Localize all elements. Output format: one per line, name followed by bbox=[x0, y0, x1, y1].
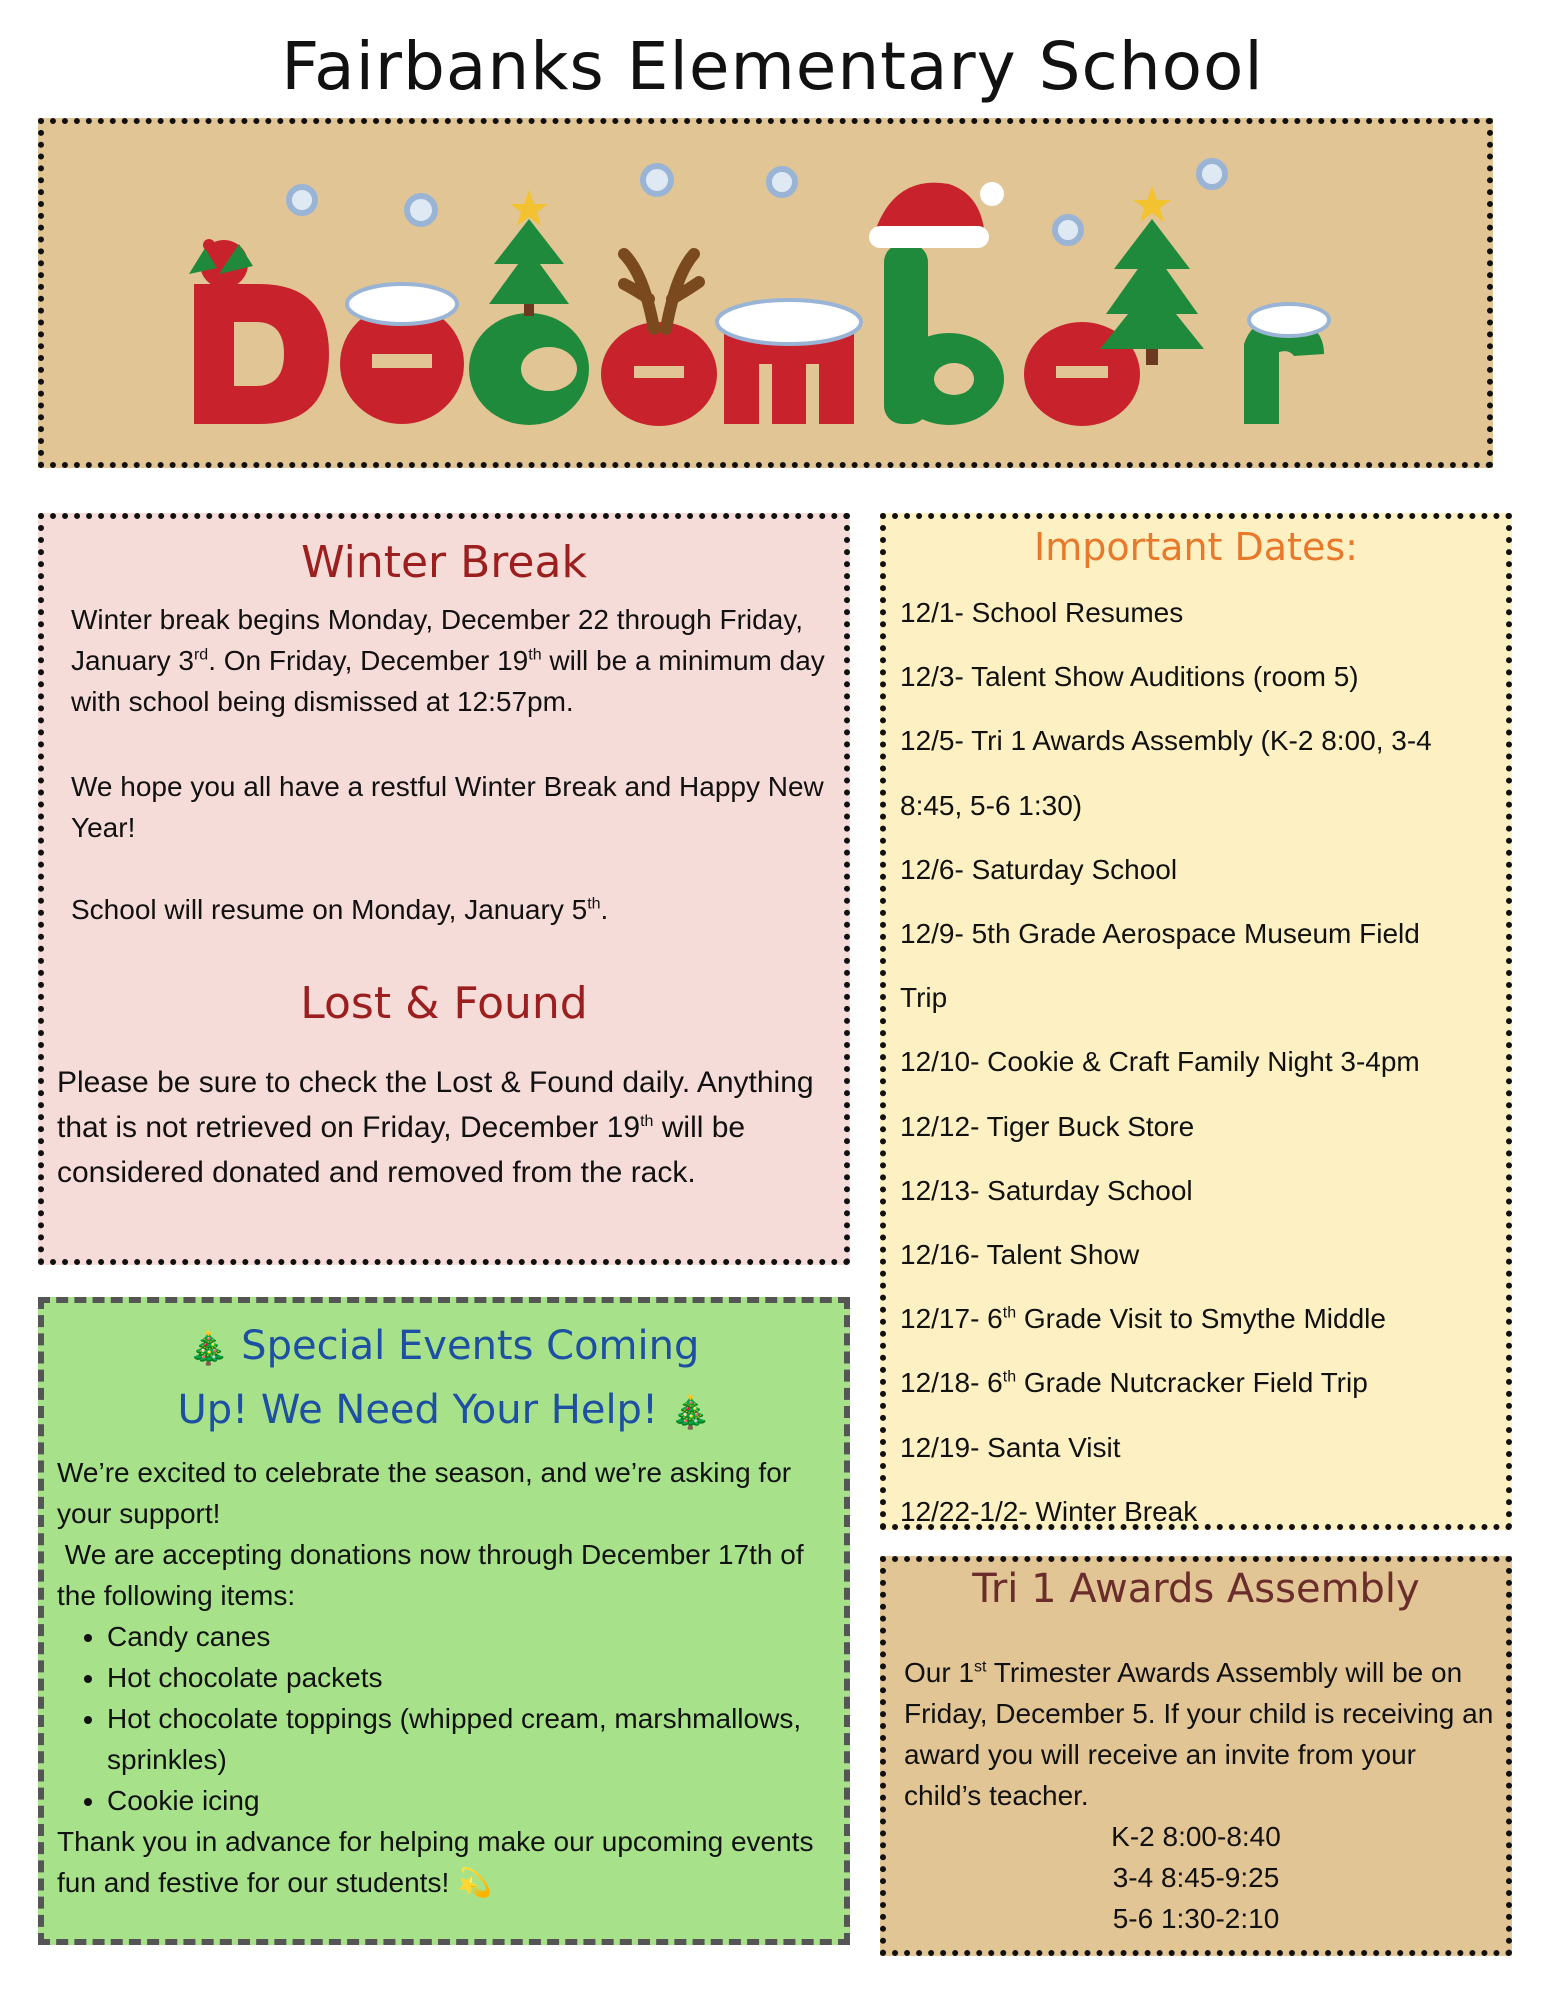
date-item: 12/6- Saturday School bbox=[900, 853, 1178, 885]
special-events-panel bbox=[38, 1297, 850, 1945]
date-item: 12/5- Tri 1 Awards Assembly (K-2 8:00, 3-4 bbox=[900, 725, 1432, 757]
awards-assembly-text: Our 1st Trimester Awards Assembly will be on Friday, December 5. If your child is receiving an award you will receive an invite from your child’s teacher. bbox=[904, 1657, 1494, 1811]
awards-time-k2: K-2 8:00-8:40 bbox=[1111, 1821, 1281, 1852]
letter-c-icon bbox=[469, 190, 589, 425]
letter-b-icon bbox=[869, 182, 1004, 425]
special-events-closing: Thank you in advance for helping make our upcoming events fun and festive for our students! 💫 bbox=[57, 1826, 814, 1898]
donation-items-list bbox=[57, 1616, 837, 1821]
special-events-heading: 🎄 Special Events Coming Up! We Need Your Help! 🎄 bbox=[177, 1323, 711, 1433]
awards-assembly-heading: Tri 1 Awards Assembly bbox=[972, 1566, 1420, 1612]
important-dates-heading: Important Dates: bbox=[1034, 525, 1358, 569]
date-item: 12/22-1/2- Winter Break bbox=[900, 1495, 1198, 1527]
date-item-continued: Trip bbox=[900, 982, 948, 1014]
tree-icon bbox=[1100, 186, 1204, 365]
lost-found-text: Please be sure to check the Lost & Found daily. Anything that is not retrieved on Friday, December 19th will be considered donated and removed from the rack. bbox=[57, 1066, 814, 1189]
winter-break-paragraph-3: School will resume on Monday, January 5th. bbox=[71, 894, 609, 925]
letter-r-icon bbox=[1244, 304, 1329, 424]
list-item: • Cookie icing bbox=[107, 1780, 837, 1821]
list-item: • Candy canes bbox=[107, 1616, 837, 1657]
school-title: Fairbanks Elementary School bbox=[281, 28, 1264, 105]
awards-times bbox=[886, 1816, 1506, 1939]
winter-break-heading: Winter Break bbox=[301, 537, 587, 588]
date-item: 12/9- 5th Grade Aerospace Museum Field bbox=[900, 918, 1420, 950]
date-item: 12/3- Talent Show Auditions (room 5) bbox=[900, 661, 1359, 693]
awards-time-34: 3-4 8:45-9:25 bbox=[1112, 1862, 1280, 1893]
letter-m-icon bbox=[717, 300, 861, 424]
winter-break-panel bbox=[38, 513, 850, 1265]
date-item: 12/13- Saturday School bbox=[900, 1174, 1193, 1206]
december-banner bbox=[38, 118, 1493, 468]
winter-break-paragraph-2: We hope you all have a restful Winter Break and Happy New Year! bbox=[71, 771, 824, 843]
date-item: 12/16- Talent Show bbox=[900, 1239, 1140, 1271]
special-events-intro: We’re excited to celebrate the season, and we’re asking for your support! bbox=[57, 1457, 792, 1529]
date-item-continued: 8:45, 5-6 1:30) bbox=[900, 789, 1083, 821]
awards-assembly-panel bbox=[880, 1556, 1512, 1956]
date-item: 12/17- 6th Grade Visit to Smythe Middle bbox=[900, 1303, 1386, 1335]
list-item: • Hot chocolate toppings (whipped cream, marshmallows, sprinkles) bbox=[107, 1698, 837, 1780]
date-item: 12/18- 6th Grade Nutcracker Field Trip bbox=[900, 1367, 1368, 1399]
date-item: 12/12- Tiger Buck Store bbox=[900, 1110, 1195, 1142]
special-events-intro-2: We are accepting donations now through December 17th of the following items: bbox=[57, 1539, 812, 1611]
winter-break-paragraph-1: Winter break begins Monday, December 22 through Friday, January 3rd. On Friday, December 19th will be a minimum day with school being dismissed at 12:57pm. bbox=[71, 604, 825, 717]
list-item: • Hot chocolate packets bbox=[107, 1657, 837, 1698]
letter-e-icon bbox=[340, 284, 464, 424]
christmas-tree-icon: 🎄 bbox=[670, 1393, 711, 1431]
christmas-tree-icon: 🎄 bbox=[188, 1329, 229, 1367]
december-artwork bbox=[44, 124, 1487, 462]
letter-e2-icon bbox=[601, 254, 717, 426]
important-dates-list bbox=[900, 581, 1432, 1544]
date-item: 12/1- School Resumes bbox=[900, 597, 1184, 628]
important-dates-panel bbox=[880, 513, 1512, 1530]
date-item: 12/19- Santa Visit bbox=[900, 1431, 1121, 1463]
snowballs bbox=[289, 161, 1225, 243]
special-events-body bbox=[57, 1452, 837, 1903]
sparkle-star-icon: 💫 bbox=[457, 1867, 492, 1898]
lost-found-heading: Lost & Found bbox=[300, 978, 588, 1029]
letter-d-icon bbox=[189, 239, 329, 424]
date-item: 12/10- Cookie & Craft Family Night 3-4pm bbox=[900, 1046, 1420, 1078]
awards-time-56: 5-6 1:30-2:10 bbox=[1112, 1903, 1280, 1934]
